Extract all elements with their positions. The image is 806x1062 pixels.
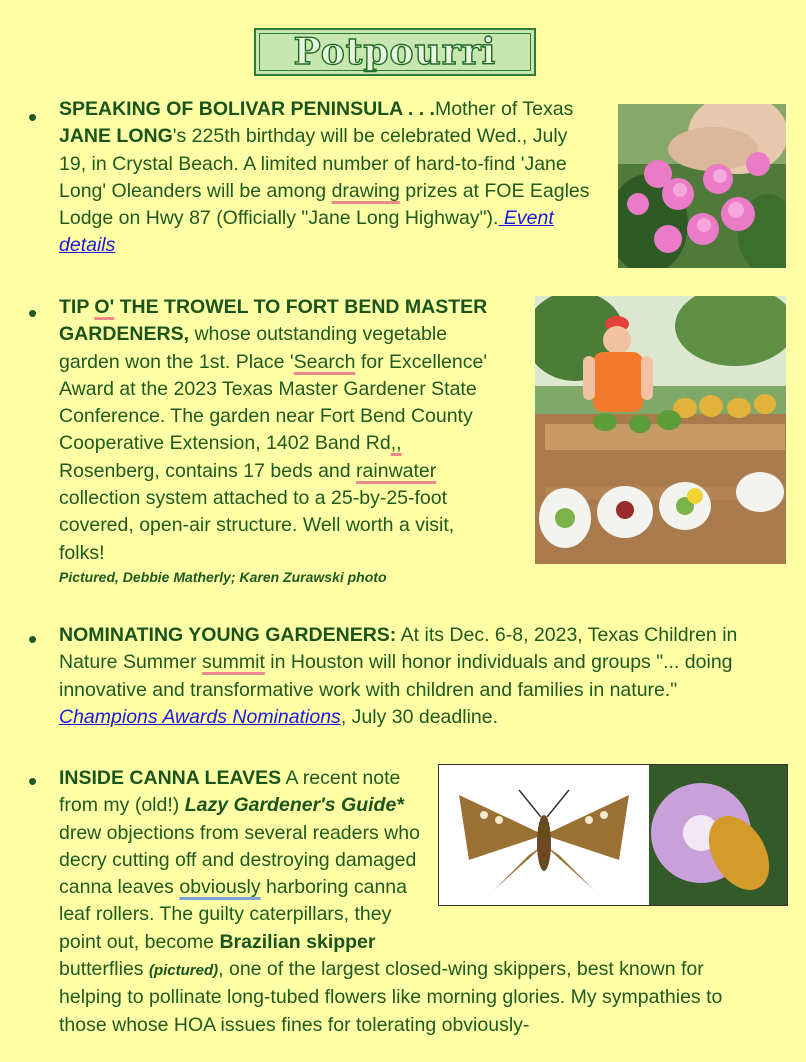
spellcheck-word: drawing <box>331 179 400 202</box>
page-title: Potpourri <box>293 31 497 73</box>
event-details-link[interactable]: Event details <box>59 207 554 257</box>
item-canna-leaves <box>59 765 771 1039</box>
item-young-gardeners <box>59 622 779 731</box>
item-text: harboring canna leaf rollers. The guilty caterpillars, they point out, become <box>59 876 407 953</box>
item-heading: INSIDE CANNA LEAVES <box>59 767 282 789</box>
garden-photo <box>535 296 786 564</box>
item-text: for Excellence' Award at the 2023 Texas Master Gardener State Conference. The garden near Fort Bend County Cooperative Extension, 1402 Band Rd <box>59 350 488 455</box>
item-text: drew objections from several readers who decry cutting off and destroying damaged canna leaves <box>59 821 420 899</box>
item-text: , one of the largest closed-wing skippers, best known for helping to pollinate long-tubed flowers like morning glories. My sympathies to those whose HOA issues fines for tolerating obviously- <box>59 958 723 1036</box>
bold-name: JANE LONG <box>59 125 173 148</box>
bullet: • <box>28 624 38 654</box>
item-text: , July 30 deadline. <box>340 705 499 728</box>
item-text: whose outstanding vegetable garden won the 1st. Place ' <box>59 323 448 373</box>
bold-name: Brazilian skipper <box>219 930 376 953</box>
spellcheck-word: Search <box>293 350 356 373</box>
item-text: 's 225th birthday will be celebrated Wed., July 19, in Crystal Beach. A limited number of hard-to-find 'Jane Long' Oleanders will be among <box>59 125 568 202</box>
title-banner <box>254 28 536 76</box>
oleander-photo <box>618 104 786 268</box>
float-spacer <box>435 765 771 933</box>
item-heading: SPEAKING OF BOLIVAR PENINSULA . . . <box>59 98 435 120</box>
item-text: prizes at FOE Eagles Lodge on Hwy 87 (Officially "Jane Long Highway"). <box>59 179 590 230</box>
item-text: in Houston will honor individuals and groups "... doing innovative and transformative work with children and families in nature." <box>59 651 733 701</box>
grammar-word: obviously <box>179 876 261 899</box>
spellcheck-word: summit <box>202 651 265 674</box>
spellcheck-word: ,, <box>390 432 402 455</box>
item-fort-bend <box>59 294 505 587</box>
item-heading: NOMINATING YOUNG GARDENERS: <box>59 624 397 646</box>
spellcheck-word: O' <box>94 296 115 318</box>
bullet: • <box>28 766 38 796</box>
item-heading: THE TROWEL TO FORT BEND MASTER GARDENERS, <box>59 296 488 346</box>
photo-caption: Pictured, Debbie Matherly; Karen Zurawski photo <box>59 568 387 585</box>
bullet: • <box>28 102 38 132</box>
item-text: butterflies <box>59 958 149 981</box>
item-text: A recent note from my (old!) <box>59 767 401 817</box>
item-text: Rosenberg, contains 17 beds and <box>59 459 357 482</box>
item-text: collection system attached to a 25-by-25-foot covered, open-air structure. Well worth a visit, folks! <box>59 487 455 564</box>
bullet: • <box>28 298 38 328</box>
item-text: Mother of Texas <box>434 98 574 120</box>
book-title: Lazy Gardener's Guide* <box>184 794 404 817</box>
item-text: At its Dec. 6-8, 2023, Texas Children in Nature Summer <box>59 624 738 674</box>
pictured-note: (pictured) <box>148 962 219 980</box>
champions-awards-link[interactable]: Champions Awards Nominations <box>59 705 341 728</box>
item-bolivar <box>59 96 597 260</box>
item-heading: TIP <box>59 296 95 318</box>
spellcheck-word: rainwater <box>356 459 437 482</box>
